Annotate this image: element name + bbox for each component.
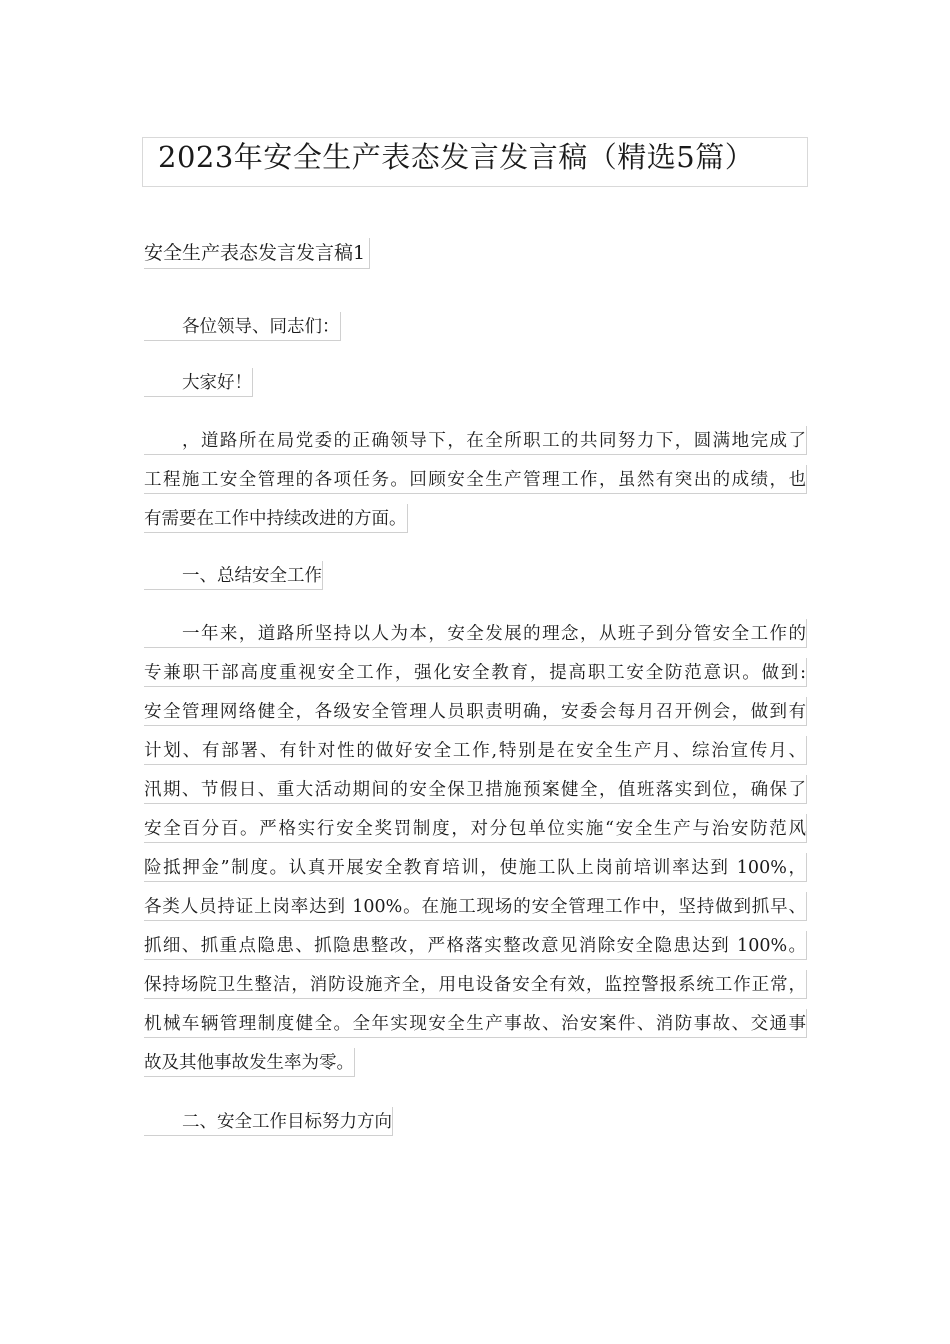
paragraph-line: ，道路所在局党委的正确领导下，在全所职工的共同努力下，圆满地完成了 [144, 426, 807, 455]
greeting: 大家好！ [144, 368, 253, 397]
salutation: 各位领导、同志们： [144, 312, 341, 341]
paragraph-line: 各类人员持证上岗率达到 100%。在施工现场的安全管理工作中，坚持做到抓早、 [144, 892, 807, 921]
paragraph-line: 安全管理网络健全，各级安全管理人员职责明确，安委会每月召开例会，做到有 [144, 697, 807, 726]
paragraph-line: 工程施工安全管理的各项任务。回顾安全生产管理工作，虽然有突出的成绩，也 [144, 465, 807, 494]
paragraph-line: 抓细、抓重点隐患、抓隐患整改，严格落实整改意见消除安全隐患达到 100%。 [144, 931, 807, 960]
paragraph-line: 汛期、节假日、重大活动期间的安全保卫措施预案健全，值班落实到位，确保了 [144, 775, 807, 804]
section-heading: 一、总结安全工作 [144, 561, 323, 590]
paragraph-line: 机械车辆管理制度健全。全年实现安全生产事故、治安案件、消防事故、交通事 [144, 1009, 807, 1038]
paragraph-line: 专兼职干部高度重视安全工作，强化安全教育，提高职工安全防范意识。做到: [144, 658, 807, 687]
document-title: 2023年安全生产表态发言发言稿（精选5篇） [158, 140, 755, 174]
section-title: 安全生产表态发言发言稿1 [144, 238, 370, 269]
paragraph-line: 故及其他事故发生率为零。 [144, 1048, 355, 1077]
section-heading: 二、安全工作目标努力方向 [144, 1107, 393, 1136]
paragraph-line: 险抵押金”制度。认真开展安全教育培训，使施工队上岗前培训率达到 100%， [144, 853, 807, 882]
paragraph-line: 一年来，道路所坚持以人为本，安全发展的理念，从班子到分管安全工作的 [144, 619, 807, 648]
paragraph-line: 计划、有部署、有针对性的做好安全工作,特别是在安全生产月、综治宣传月、 [144, 736, 807, 765]
paragraph-line: 安全百分百。严格实行安全奖罚制度，对分包单位实施“安全生产与治安防范风 [144, 814, 807, 843]
paragraph-line: 有需要在工作中持续改进的方面。 [144, 504, 408, 533]
paragraph-line: 保持场院卫生整洁，消防设施齐全，用电设备安全有效，监控警报系统工作正常， [144, 970, 807, 999]
